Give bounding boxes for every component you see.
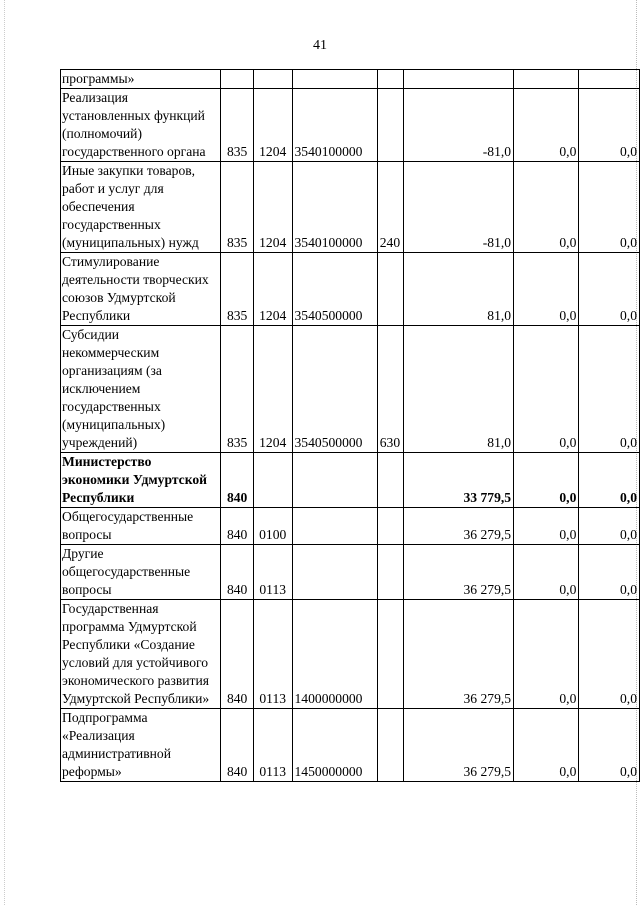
cell-ved [221,89,254,162]
cell-rz [253,545,292,600]
cell-ved [221,709,254,782]
cell-name [61,508,221,545]
cell-text-sum3: 0,0 [620,308,637,323]
cell-text-sum1: 36 279,5 [463,691,512,706]
cell-text-name: Общегосударственные вопросы [62,509,194,542]
cell-sum-3 [579,70,640,89]
cell-rz [253,70,292,89]
cell-csr [292,453,377,508]
cell-text-csr: 1450000000 [294,764,363,779]
cell-text-sum3: 0,0 [620,144,637,159]
cell-text-rz: 1204 [259,308,287,323]
cell-text-sum3: 0,0 [620,235,637,250]
cell-text-sum2: 0,0 [559,691,577,706]
cell-text-name: Государственная программа Удмуртской Республики «Создание условий для устойчивого экономического развития Удмуртской Республики» [62,601,210,706]
table-row [61,508,640,545]
cell-sum-3 [579,453,640,508]
cell-text-name: Субсидии некоммерческим организациям (за исключением государственных (муниципальных) учреждений) [62,327,166,450]
scan-edge-left [4,0,6,905]
table-row [61,545,640,600]
cell-rz [253,253,292,326]
cell-text-vr: 630 [379,435,401,450]
cell-text-ved: 840 [226,764,248,779]
cell-sum-3 [579,709,640,782]
cell-csr [292,508,377,545]
cell-text-name: Стимулирование деятельности творческих союзов Удмуртской Республики [62,254,209,323]
cell-name [61,70,221,89]
cell-name [61,545,221,600]
cell-name [61,709,221,782]
cell-text-sum3: 0,0 [620,582,637,597]
table-row [61,326,640,453]
cell-rz [253,326,292,453]
cell-text-rz: 0113 [259,582,287,597]
cell-sum-2 [514,600,579,709]
cell-sum-1 [403,70,513,89]
cell-text-ved: 835 [226,235,248,250]
cell-rz [253,508,292,545]
cell-text-sum2: 0,0 [559,435,577,450]
table-row [61,162,640,253]
cell-vr [377,89,403,162]
cell-text-ved: 835 [226,308,248,323]
cell-text-ved: 840 [226,527,248,542]
cell-vr [377,709,403,782]
cell-text-ved: 840 [226,582,248,597]
cell-sum-2 [514,508,579,545]
cell-sum-2 [514,89,579,162]
cell-text-name: программы» [62,71,135,86]
cell-text-sum1: 36 279,5 [463,527,512,542]
cell-vr [377,600,403,709]
table-row [61,709,640,782]
cell-text-sum2: 0,0 [559,527,577,542]
cell-text-rz: 0113 [259,691,287,706]
cell-text-name: Министерство экономики Удмуртской Республики [62,454,207,505]
cell-text-sum3: 0,0 [620,764,637,779]
cell-sum-3 [579,508,640,545]
cell-sum-3 [579,253,640,326]
cell-text-rz: 1204 [259,435,287,450]
cell-text-sum3: 0,0 [620,691,637,706]
cell-text-name: Реализация установленных функций (полномочий) государственного органа [62,90,206,159]
cell-vr [377,253,403,326]
cell-sum-1 [403,253,513,326]
cell-rz [253,453,292,508]
cell-text-sum2: 0,0 [559,308,577,323]
cell-sum-3 [579,162,640,253]
cell-text-name: Другие общегосударственные вопросы [62,546,191,597]
cell-rz [253,89,292,162]
cell-text-sum2: 0,0 [559,490,577,505]
cell-sum-1 [403,453,513,508]
cell-sum-2 [514,253,579,326]
cell-text-rz: 0100 [259,527,287,542]
cell-text-sum3: 0,0 [620,490,637,505]
cell-csr [292,89,377,162]
cell-text-csr: 3540100000 [294,144,363,159]
cell-text-ved: 835 [226,435,248,450]
cell-vr [377,162,403,253]
cell-text-rz: 1204 [259,144,287,159]
cell-text-sum3: 0,0 [620,527,637,542]
cell-name [61,89,221,162]
cell-name [61,600,221,709]
cell-sum-2 [514,453,579,508]
cell-name [61,453,221,508]
cell-csr [292,162,377,253]
cell-sum-3 [579,326,640,453]
cell-rz [253,709,292,782]
cell-text-csr: 3540500000 [294,308,363,323]
cell-text-sum1: -81,0 [482,144,512,159]
cell-vr [377,453,403,508]
cell-sum-1 [403,600,513,709]
cell-ved [221,253,254,326]
table-row [61,89,640,162]
cell-text-csr: 1400000000 [294,691,363,706]
table-row [61,253,640,326]
table-row [61,70,640,89]
page-number: 41 [313,38,327,53]
cell-ved [221,453,254,508]
cell-text-sum2: 0,0 [559,764,577,779]
cell-csr [292,600,377,709]
cell-text-ved: 840 [226,691,248,706]
cell-text-csr: 3540500000 [294,435,363,450]
cell-text-sum1: 33 779,5 [463,490,512,505]
table-row [61,600,640,709]
cell-sum-3 [579,600,640,709]
cell-ved [221,162,254,253]
cell-ved [221,545,254,600]
cell-text-ved: 840 [226,490,248,505]
cell-text-rz: 1204 [259,235,287,250]
cell-csr [292,253,377,326]
cell-name [61,253,221,326]
cell-text-ved: 835 [226,144,248,159]
cell-text-sum2: 0,0 [559,144,577,159]
cell-text-sum3: 0,0 [620,435,637,450]
cell-csr [292,545,377,600]
cell-sum-1 [403,326,513,453]
cell-vr [377,508,403,545]
cell-text-sum1: 81,0 [487,435,512,450]
cell-sum-1 [403,162,513,253]
cell-text-vr: 240 [379,235,401,250]
cell-name [61,326,221,453]
cell-rz [253,600,292,709]
cell-sum-1 [403,508,513,545]
cell-sum-1 [403,89,513,162]
cell-sum-2 [514,162,579,253]
cell-vr [377,545,403,600]
cell-rz [253,162,292,253]
cell-vr [377,326,403,453]
cell-sum-2 [514,545,579,600]
cell-ved [221,70,254,89]
cell-text-name: Подпрограмма «Реализация административной реформы» [62,710,171,779]
cell-text-name: Иные закупки товаров, работ и услуг для обеспечения государственных (муниципальных) нужд [62,163,199,250]
cell-name [61,162,221,253]
table-row [61,453,640,508]
cell-csr [292,709,377,782]
cell-sum-3 [579,545,640,600]
cell-text-sum1: 36 279,5 [463,582,512,597]
cell-text-sum1: 81,0 [487,308,512,323]
cell-sum-3 [579,89,640,162]
cell-sum-2 [514,326,579,453]
cell-sum-2 [514,70,579,89]
cell-vr [377,70,403,89]
cell-text-sum1: -81,0 [482,235,512,250]
cell-sum-1 [403,545,513,600]
cell-ved [221,600,254,709]
cell-sum-1 [403,709,513,782]
cell-text-sum1: 36 279,5 [463,764,512,779]
cell-csr [292,326,377,453]
cell-text-csr: 3540100000 [294,235,363,250]
budget-table [60,69,640,782]
cell-text-sum2: 0,0 [559,235,577,250]
cell-csr [292,70,377,89]
cell-ved [221,326,254,453]
cell-sum-2 [514,709,579,782]
cell-text-sum2: 0,0 [559,582,577,597]
cell-ved [221,508,254,545]
cell-text-rz: 0113 [259,764,287,779]
